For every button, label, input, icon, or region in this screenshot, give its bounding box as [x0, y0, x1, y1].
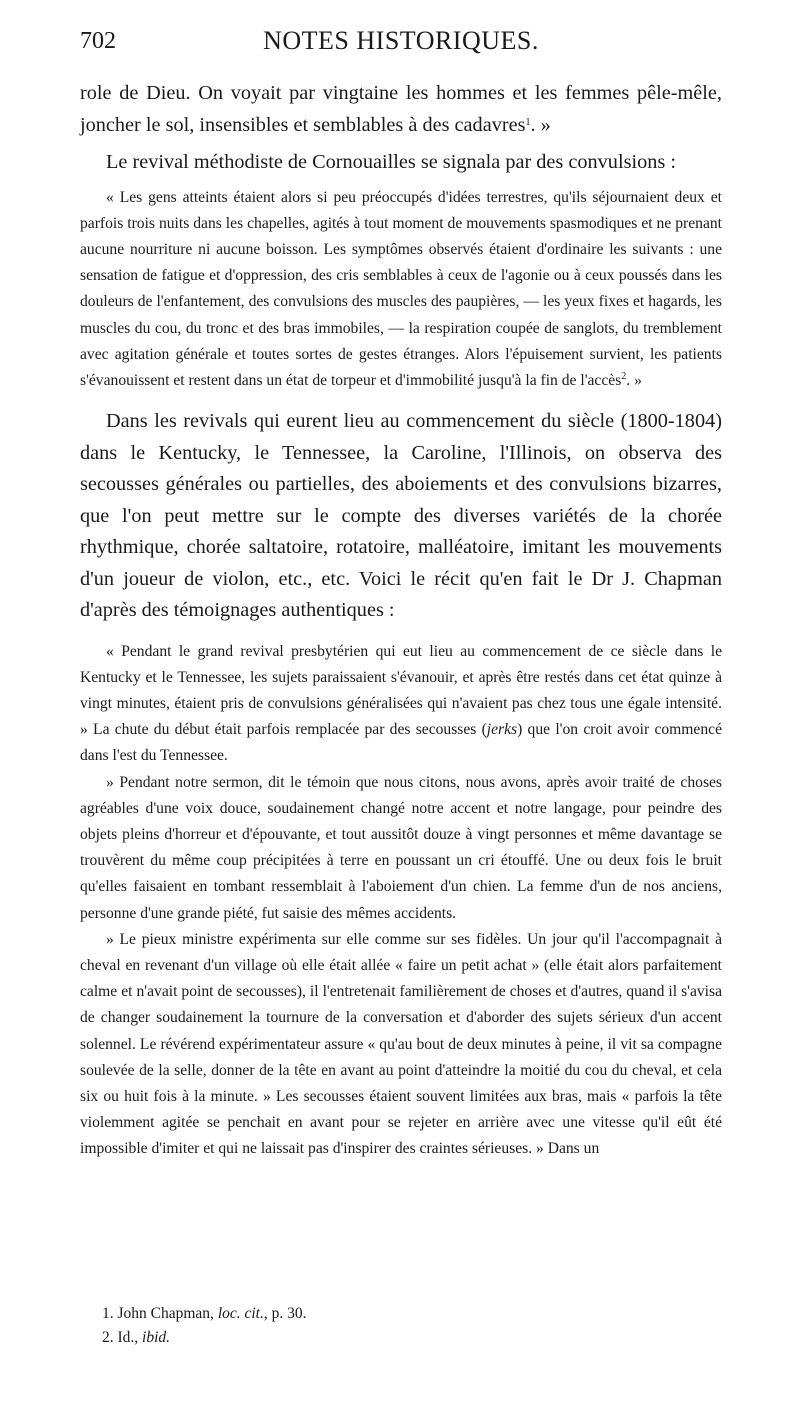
running-title: NOTES HISTORIQUES. [263, 26, 539, 55]
quote-chapman-2: » Pendant notre sermon, dit le témoin que nous citons, nous avons, après avoir traité de choses agréables d'une voix douce, soudainement changé notre accent et notre langage, pour peindre des objets pleins d'horreur et d'épouvante, et tout aussitôt douze à vingt personnes et même davantage se trouvèrent du même coup précipitées à terre en poussant un cri étouffé. Une ou deux fois le bruit qu'elles faisaient en tombant ressemblait à l'aboiement d'un chien. La femme d'un de nos anciens, personne d'une grande piété, fut saisie des mêmes accidents. [80, 773, 722, 922]
paragraph-kentucky: Dans les revivals qui eurent lieu au commencement du siècle (1800-1804) dans le Kentucky, le Tennessee, la Caroline, l'Illinois, on observa des secousses générales ou partielles, des aboiements et des convulsions bizarres, que l'on peut mettre sur le compte des diverses variétés de la chorée rhythmique, chorée saltatoire, rotatoire, malléatoire, imitant les mouvements d'un joueur de violon, etc., etc. Voici le récit qu'en fait le Dr J. Chapman d'après des témoignages authentiques : [80, 410, 722, 622]
quote-chapman-1: « Pendant le grand revival presbytérien qui eut lieu au commencement de ce siècle dans le Kentucky et le Tennessee, les sujets paraissaient s'évanouir, et après être restés dans cet état quinze à vingt minutes, étaient pris de convulsions généralisées qui n'avaient pas chez tous une égale intensité. » La chute du début était parfois remplacée par des secousses (jerks) que l'on croit avoir commencé dans l'est du Tennessee. [80, 642, 722, 765]
footnote-2: 2. Id., ibid. [102, 1329, 171, 1346]
quote-chapman-3: » Le pieux ministre expérimenta sur elle comme sur ses fidèles. Un jour qu'il l'accompagnait à cheval en revenant d'un village où elle était allée « faire un petit achat » (elle était alors parfaitement calme et n'avait point de secousses), il l'entretenait familièrement de choses et d'autres, quand il s'avisa de changer soudainement la tournure de la conversation et d'aborder des sujets sérieux d'un accent solennel. Le révérend expérimentateur assure « qu'au bout de deux minutes à peine, il vit sa compagne soulevée de la selle, donner de la tête en avant au point d'atteindre la moitié du cou du cheval, et cela six ou huit fois à la minute. » Les secousses étaient souvent limitées aux bras, mais « parfois la tête violemment agitée se penchait en avant pour se rejeter en arrière avec une vitesse qu'il eût été impossible d'imiter et qui ne laissait pas d'inspirer des craintes sérieuses. » Dans un [80, 930, 722, 1158]
paragraph-intro-cornwall: Le revival méthodiste de Cornouailles se signala par des convulsions : [106, 151, 676, 173]
footnote-ref: 1 [525, 116, 531, 128]
footnote-1: 1. John Chapman, loc. cit., p. 30. [102, 1305, 307, 1322]
footnotes [102, 1302, 307, 1350]
quote-cornwall: « Les gens atteints étaient alors si peu préoccupés d'idées terrestres, qu'ils séjournaient deux et parfois trois nuits dans les chapelles, agités à tout moment de mouvements spasmodiques et ne prenant aucune nourriture ni aucune boisson. Les symptômes observés étaient d'ordinaire les suivants : une sensation de fatigue et d'oppression, des cris semblables à ceux de l'agonie ou à ceux poussés dans les douleurs de l'enfantement, des convulsions des muscles des paupières, — les yeux fixes et hagards, les muscles du cou, du tronc et des bras immobiles, — la respiration coupée de sanglots, du tremblement avec agitation générale et toutes sortes de gestes étranges. Alors l'épuisement survient, les patients s'évanouissent et restent dans un état de torpeur et d'immobilité jusqu'à la fin de l'accès$^2$. » [80, 188, 722, 389]
body-text [80, 78, 722, 1163]
footnote-ref: 2 [621, 370, 627, 382]
paragraph-continuation: role de Dieu. On voyait par vingtaine les hommes et les femmes pêle-mêle, joncher le sol, insensibles et semblables à des cadavres$^1$. » [80, 82, 722, 136]
running-head [80, 22, 722, 62]
page-number: 702 [80, 28, 116, 54]
